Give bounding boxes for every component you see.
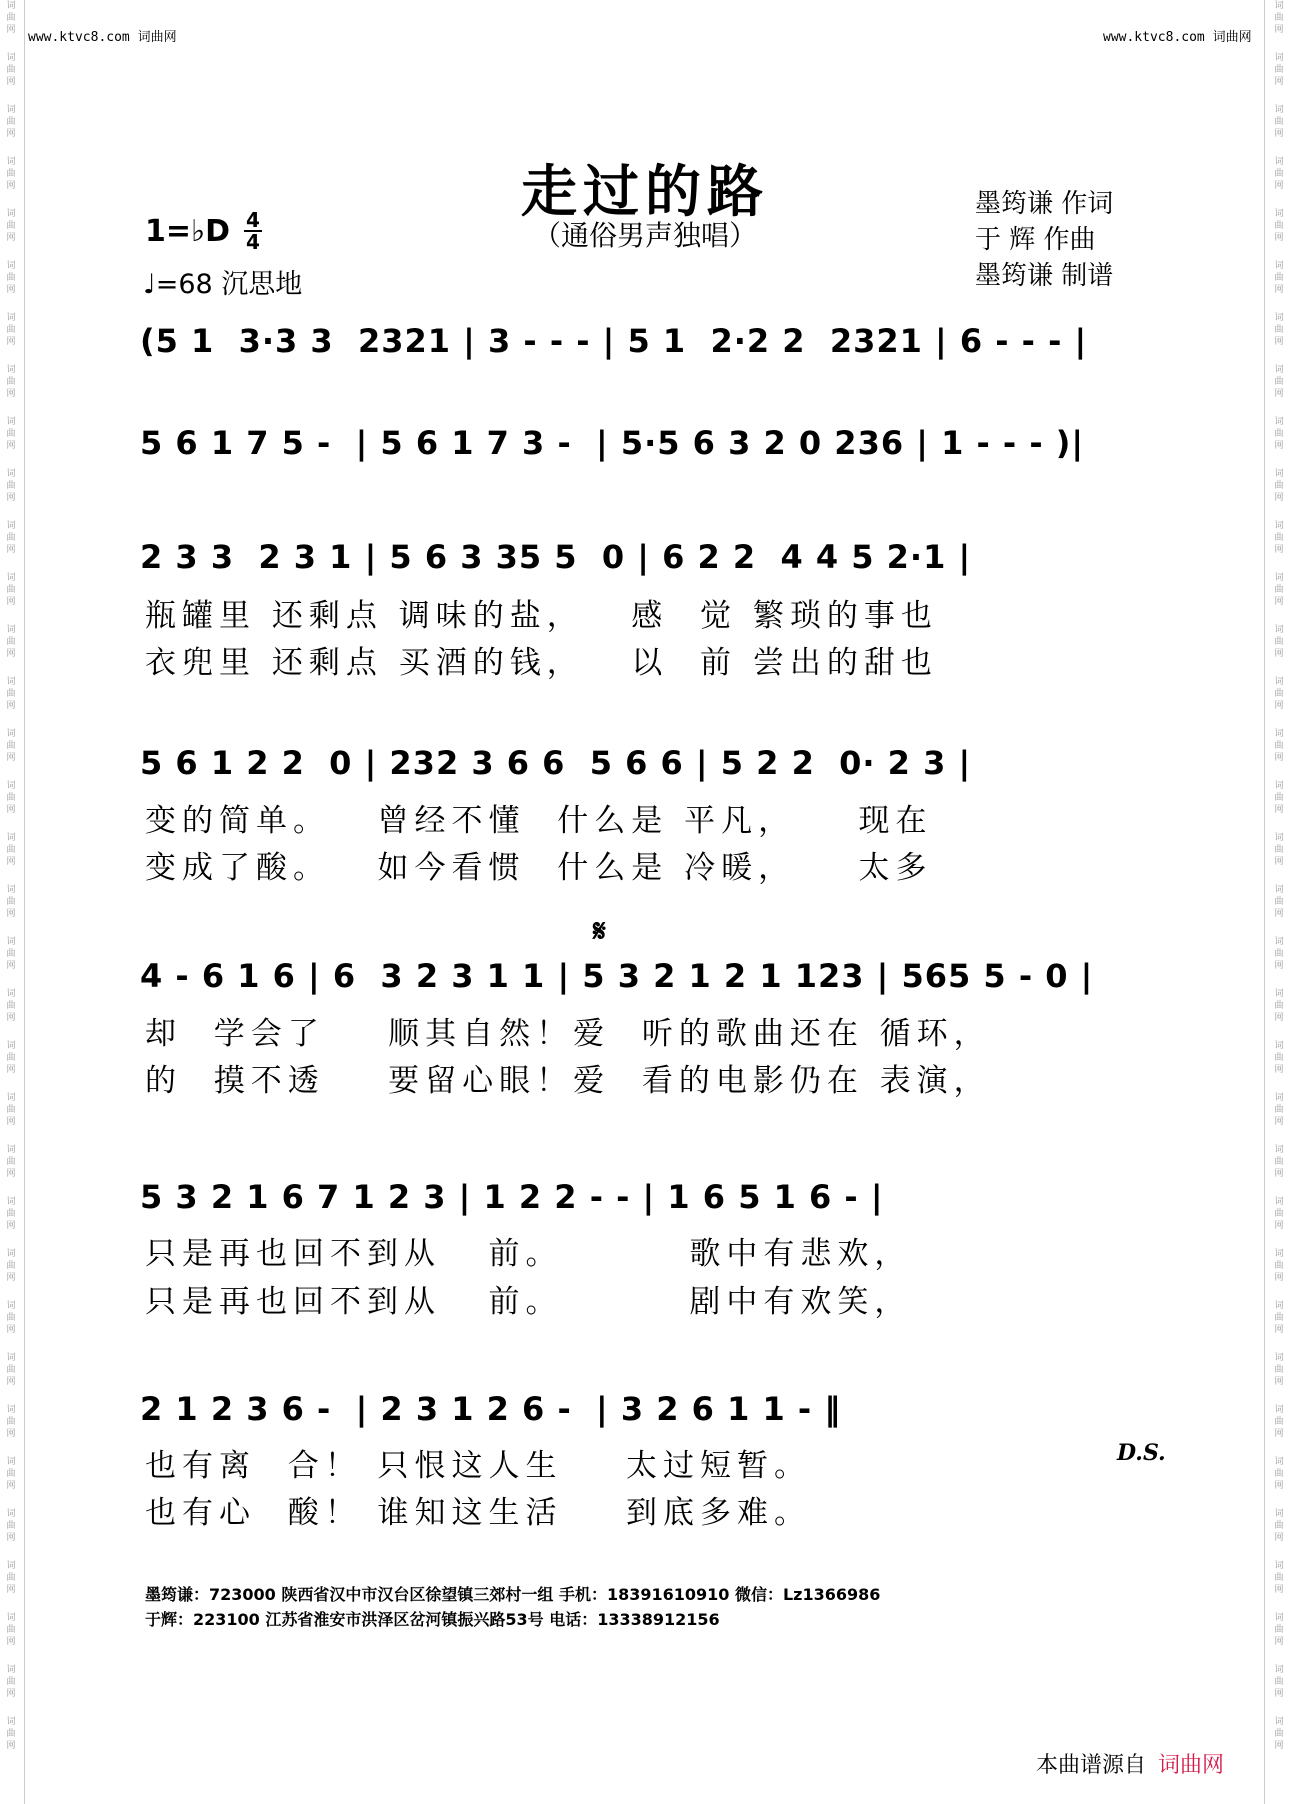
song-subtitle: （通俗男声独唱）: [532, 219, 757, 252]
side-watermark-mark: 词 曲 网: [6, 729, 16, 763]
side-watermark-mark: 词 曲 网: [1274, 157, 1284, 191]
side-watermark-mark: 词 曲 网: [1274, 1717, 1284, 1751]
score-system-7-notes: 2 1 2 3 6 - | 2 3 1 2 6 - | 3 2 6 1 1 - ‖: [140, 1390, 842, 1428]
side-watermark-mark: 词 曲 网: [6, 677, 16, 711]
right-border-line: [1264, 0, 1265, 1804]
side-watermark-mark: 词 曲 网: [1274, 1405, 1284, 1439]
score-system-6-notes: 5 3 2 1 6 7 1 2 3 | 1 2 2 - - | 1 6 5 1 6 - |: [140, 1178, 884, 1216]
credit-arranger: 墨筠谦 制谱: [975, 261, 1114, 291]
score-system-5-lyric-1: 却 学会了 顺其自然！爱 听的歌曲还在 循环，: [145, 1016, 991, 1052]
side-watermark-mark: 词 曲 网: [6, 1717, 16, 1751]
side-watermark-mark: 词 曲 网: [1274, 833, 1284, 867]
credits-block: [975, 186, 1113, 294]
score-system-3-lyric-1: 瓶罐里 还剩点 调味的盐， 感 觉 繁琐的事也: [145, 598, 938, 634]
side-watermark-mark: 词 曲 网: [1274, 53, 1284, 87]
side-watermark-mark: 词 曲 网: [1274, 781, 1284, 815]
side-watermark-mark: 词 曲 网: [6, 833, 16, 867]
side-watermark-mark: 词 曲 网: [6, 1405, 16, 1439]
score-system-4-notes: 5 6 1 2 2 0 | 232 3 6 6 5 6 6 | 5 2 2 0· 2 3 |: [140, 744, 972, 782]
key-signature: 1=♭D: [145, 214, 231, 249]
site-watermark-right[interactable]: www.ktvc8.com 词曲网: [1103, 30, 1252, 45]
side-watermark-mark: 词 曲 网: [6, 1041, 16, 1075]
source-footer: [1036, 1748, 1224, 1779]
side-watermark-mark: 词 曲 网: [1274, 573, 1284, 607]
side-watermark-mark: 词 曲 网: [6, 313, 16, 347]
side-watermark-mark: 词 曲 网: [6, 1301, 16, 1335]
side-watermark-mark: 词 曲 网: [1274, 1, 1284, 35]
score-system-5-notes: 4 - 6 1 6 | 6 3 2 3 1 1 | 5 3 2 1 2 1 123 | 565 5 - 0 |: [140, 957, 1094, 995]
score-system-3-notes: 2 3 3 2 3 1 | 5 6 3 35 5 0 | 6 2 2 4 4 5 2·1 |: [140, 538, 972, 576]
segno-sign: 𝄋: [593, 914, 606, 949]
side-watermark-mark: 词 曲 网: [6, 417, 16, 451]
side-watermark-mark: 词 曲 网: [6, 209, 16, 243]
side-watermark-mark: 词 曲 网: [1274, 1093, 1284, 1127]
left-border-line: [24, 0, 25, 1804]
side-watermark-mark: 词 曲 网: [1274, 261, 1284, 295]
side-watermark-mark: 词 曲 网: [6, 365, 16, 399]
side-watermark-mark: 词 曲 网: [6, 1, 16, 35]
side-watermark-mark: 词 曲 网: [1274, 1249, 1284, 1283]
side-watermark-mark: 词 曲 网: [6, 105, 16, 139]
side-watermark-mark: 词 曲 网: [1274, 1665, 1284, 1699]
song-title: 走过的路: [521, 159, 769, 225]
score-system-6-lyric-1: 只是再也回不到从 前。 歌中有悲欢，: [145, 1236, 912, 1272]
side-watermark-mark: 词 曲 网: [6, 1197, 16, 1231]
credit-lyricist: 墨筠谦 作词: [975, 189, 1114, 219]
side-watermark-mark: 词 曲 网: [6, 1353, 16, 1387]
side-watermark-mark: 词 曲 网: [6, 157, 16, 191]
side-watermark-mark: 词 曲 网: [6, 625, 16, 659]
side-watermark-mark: 词 曲 网: [1274, 1457, 1284, 1491]
side-watermark-mark: 词 曲 网: [6, 1145, 16, 1179]
score-system-7-lyric-1: 也有离 合！ 只恨这人生 太过短暂。: [145, 1448, 811, 1484]
time-signature-top: 4: [246, 208, 260, 232]
score-system-5-lyric-2: 的 摸不透 要留心眼！爱 看的电影仍在 表演，: [145, 1063, 991, 1099]
score-system-4-lyric-2: 变成了酸。 如今看惯 什么是 冷暖， 太多: [145, 850, 933, 886]
score-system-2-notes: 5 6 1 7 5 - | 5 6 1 7 3 - | 5·5 6 3 2 0 236 | 1 - - - )|: [140, 424, 1085, 462]
side-watermark-mark: 词 曲 网: [1274, 365, 1284, 399]
side-watermark-mark: 词 曲 网: [1274, 469, 1284, 503]
side-watermark-mark: 词 曲 网: [6, 261, 16, 295]
side-watermark-mark: 词 曲 网: [6, 937, 16, 971]
side-watermark-mark: 词 曲 网: [1274, 1561, 1284, 1595]
site-watermark-left[interactable]: www.ktvc8.com 词曲网: [28, 30, 177, 45]
side-watermark-mark: 词 曲 网: [1274, 677, 1284, 711]
source-label: 本曲谱源自: [1036, 1753, 1147, 1778]
side-watermark-mark: 词 曲 网: [6, 1561, 16, 1595]
side-watermark-mark: 词 曲 网: [1274, 1613, 1284, 1647]
source-brand-link[interactable]: 词曲网: [1158, 1753, 1225, 1778]
side-watermark-mark: 词 曲 网: [1274, 885, 1284, 919]
side-watermark-mark: 词 曲 网: [6, 521, 16, 555]
side-watermark-mark: 词 曲 网: [1274, 729, 1284, 763]
right-watermark-strip: [1268, 0, 1290, 1804]
score-system-6-lyric-2: 只是再也回不到从 前。 剧中有欢笑，: [145, 1284, 912, 1320]
side-watermark-mark: 词 曲 网: [6, 989, 16, 1023]
side-watermark-mark: 词 曲 网: [6, 1249, 16, 1283]
side-watermark-mark: 词 曲 网: [1274, 521, 1284, 555]
side-watermark-mark: 词 曲 网: [6, 53, 16, 87]
score-system-3-lyric-2: 衣兜里 还剩点 买酒的钱， 以 前 尝出的甜也: [145, 645, 938, 681]
side-watermark-mark: 词 曲 网: [6, 1509, 16, 1543]
side-watermark-mark: 词 曲 网: [1274, 209, 1284, 243]
side-watermark-mark: 词 曲 网: [6, 1457, 16, 1491]
side-watermark-mark: 词 曲 网: [1274, 1353, 1284, 1387]
side-watermark-mark: 词 曲 网: [6, 573, 16, 607]
side-watermark-mark: 词 曲 网: [1274, 313, 1284, 347]
side-watermark-mark: 词 曲 网: [1274, 1041, 1284, 1075]
side-watermark-mark: 词 曲 网: [6, 781, 16, 815]
side-watermark-mark: 词 曲 网: [1274, 1197, 1284, 1231]
left-watermark-strip: [0, 0, 22, 1804]
side-watermark-mark: 词 曲 网: [1274, 1145, 1284, 1179]
side-watermark-mark: 词 曲 网: [6, 1613, 16, 1647]
dal-segno-marking: D.S.: [1117, 1440, 1166, 1466]
tempo-marking: ♩=68 沉思地: [143, 269, 303, 300]
side-watermark-mark: 词 曲 网: [1274, 1509, 1284, 1543]
credit-composer: 于 辉 作曲: [975, 225, 1096, 255]
side-watermark-mark: 词 曲 网: [1274, 989, 1284, 1023]
time-signature-bottom: 4: [246, 230, 260, 254]
side-watermark-mark: 词 曲 网: [6, 469, 16, 503]
score-system-7-lyric-2: 也有心 酸！ 谁知这生活 到底多难。: [145, 1495, 811, 1531]
side-watermark-mark: 词 曲 网: [6, 885, 16, 919]
side-watermark-mark: 词 曲 网: [1274, 625, 1284, 659]
time-signature: [244, 210, 262, 252]
side-watermark-mark: 词 曲 网: [1274, 105, 1284, 139]
contact-lyricist: 墨筠谦：723000 陕西省汉中市汉台区徐望镇三郊村一组 手机：18391610910 微信：Lz1366986: [145, 1585, 881, 1604]
side-watermark-mark: 词 曲 网: [1274, 937, 1284, 971]
score-system-1-notes: (5 1 3·3 3 2321 | 3 - - - | 5 1 2·2 2 2321 | 6 - - - |: [140, 322, 1088, 360]
score-system-4-lyric-1: 变的简单。 曾经不懂 什么是 平凡， 现在: [145, 803, 933, 839]
side-watermark-mark: 词 曲 网: [6, 1093, 16, 1127]
side-watermark-mark: 词 曲 网: [6, 1665, 16, 1699]
side-watermark-mark: 词 曲 网: [1274, 1301, 1284, 1335]
side-watermark-mark: 词 曲 网: [1274, 417, 1284, 451]
contact-composer: 于辉：223100 江苏省淮安市洪泽区岔河镇振兴路53号 电话：13338912156: [145, 1610, 720, 1629]
